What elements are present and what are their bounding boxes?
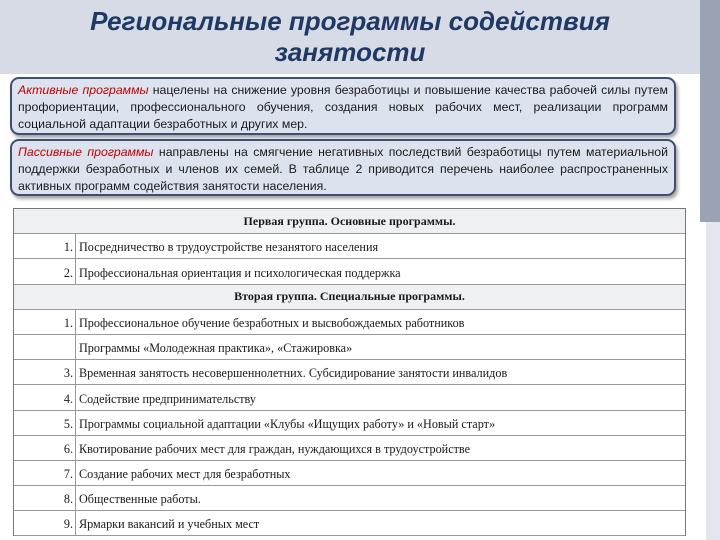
table-row [14, 411, 685, 436]
passive-programs-text: направлены на смягчение негативных последствий безработицы путем материальной поддержки безработных и членов их семей. В таблице 2 приводится перечень наиболее распространенных активных программ содействия занятости населения. [18, 145, 668, 193]
row-text: Общественные работы. [79, 492, 201, 507]
row-number: 1. [14, 310, 76, 334]
active-programs-text: нацелены на снижение уровня безработицы и повышение качества рабочей силы путем профориентации, профессионального обучения, создания новых рабочих мест, реализации программ социальной адаптации безработных и других мер. [18, 83, 668, 131]
row-number: 1. [14, 234, 76, 258]
row-number: 8. [14, 486, 76, 510]
row-text: Профессиональная ориентация и психологическая поддержка [79, 265, 401, 280]
row-number: 4. [14, 385, 76, 409]
programs-table [13, 208, 686, 536]
row-number: 6. [14, 436, 76, 460]
row-number: 3. [14, 360, 76, 384]
table-row [14, 360, 685, 385]
table-row [14, 486, 685, 511]
table-row [14, 461, 685, 486]
row-text: Содействие предпринимательству [79, 391, 256, 406]
table-row [14, 259, 685, 284]
passive-programs-lead: Пассивные программы [18, 145, 154, 159]
row-text: Профессиональное обучение безработных и высвобождаемых работников [79, 315, 465, 330]
decorative-side-bar-lower [706, 222, 720, 540]
table-row [14, 234, 685, 259]
active-programs-box [10, 77, 676, 135]
row-text: Временная занятость несовершеннолетних. Субсидирование занятости инвалидов [79, 366, 508, 381]
row-number: 5. [14, 411, 76, 435]
row-text: Программы социальной адаптации «Клубы «Ищущих работу» и «Новый старт» [79, 416, 496, 431]
row-number: 2. [14, 259, 76, 283]
table-row [14, 436, 685, 461]
decorative-side-bar [700, 0, 720, 222]
group2-header: Вторая группа. Специальные программы. [14, 285, 685, 310]
passive-programs-box [10, 139, 676, 196]
slide-title: Региональные программы содействия занятости [90, 6, 610, 67]
table-row [14, 511, 685, 536]
table-row [14, 335, 685, 360]
row-number: 9. [14, 511, 76, 535]
row-text: Посредничество в трудоустройстве незанятого населения [79, 240, 379, 255]
table-row [14, 310, 685, 335]
row-text: Программы «Молодежная практика», «Стажировка» [79, 341, 353, 356]
active-programs-lead: Активные программы [18, 83, 149, 97]
row-number [14, 335, 76, 359]
row-text: Создание рабочих мест для безработных [79, 467, 291, 482]
group1-header: Первая группа. Основные программы. [14, 209, 685, 234]
table-row [14, 385, 685, 410]
row-text: Ярмарки вакансий и учебных мест [79, 517, 260, 532]
row-number: 7. [14, 461, 76, 485]
row-text: Квотирование рабочих мест для граждан, нуждающихся в трудоустройстве [79, 441, 471, 456]
